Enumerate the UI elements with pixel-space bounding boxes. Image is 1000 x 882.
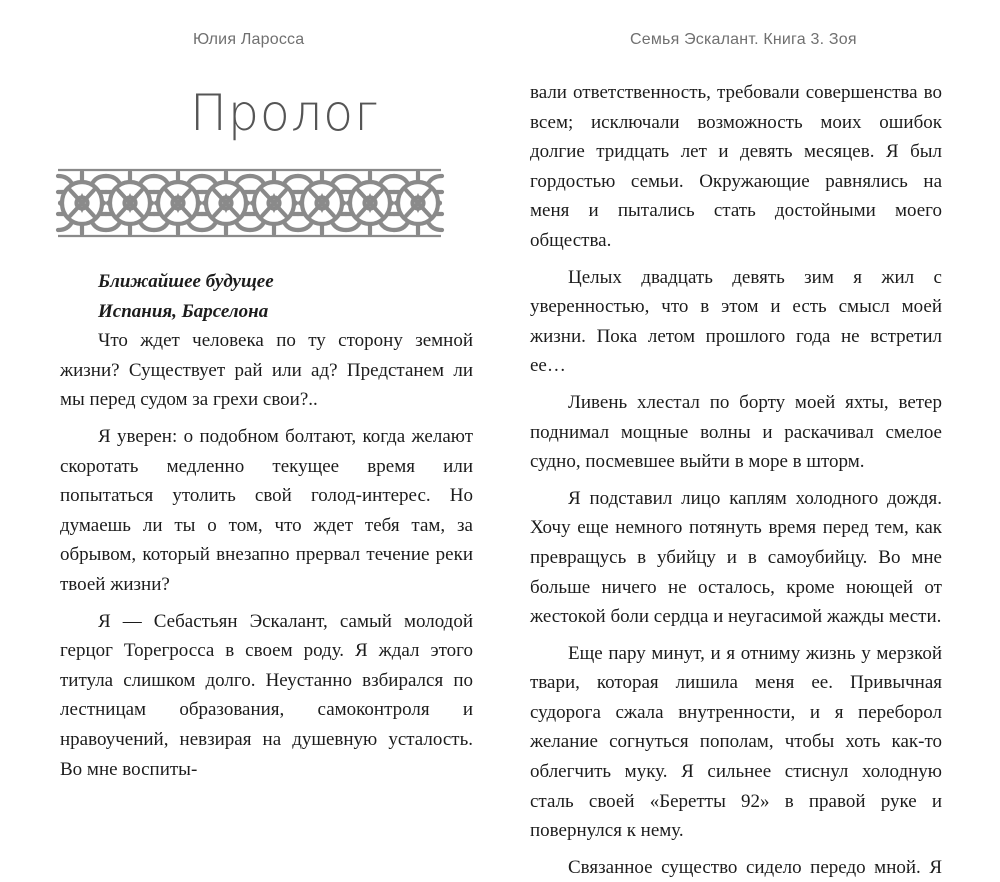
paragraph: Целых двадцать девять зим я жил с уверенностью, что в этом и есть смысл моей жизни. Пока летом прошлого года не встретил ее… — [530, 266, 942, 377]
paragraph: Еще пару минут, и я отниму жизнь у мерзкой твари, которая лишила меня ее. Привычная судорога сжала внутренности, и я переборол желание согнуться пополам, чтобы хоть как-то облегчить муку. Я сильнее стиснул холодную сталь своей «Беретты 92» в правой руке и повернулся к нему. — [530, 642, 942, 842]
chapter-title: Пролог — [190, 84, 380, 142]
decorative-knot-border-icon — [58, 168, 441, 238]
paragraph: Что ждет человека по ту сторону земной жизни? Существует рай или ад? Предстанем ли мы перед судом за грехи свои?.. — [60, 330, 473, 411]
right-page — [500, 0, 1000, 878]
epigraph-line-time: Ближайшее будущее — [98, 271, 274, 292]
paragraph: Ливень хлестал по борту моей яхты, ветер поднимал мощные волны и раскачивал смелое судно, посмевшее выйти в море в шторм. — [530, 391, 942, 473]
right-page-text — [530, 78, 942, 882]
left-page — [0, 0, 500, 780]
running-header-book-title: Семья Эскалант. Книга 3. Зоя — [630, 31, 857, 48]
running-header-author: Юлия Ларосса — [193, 31, 305, 48]
paragraph-continuation: вали ответственность, требовали совершенства во всем; исключали возможность моих ошибок долгие тридцать лет и девять месяцев. Я был гордостью семьи. Окружающие равнялись на меня и пытались стать достойными моего общества. — [530, 82, 942, 251]
paragraph: Связанное существо сидело передо мной. Я — [568, 856, 942, 878]
left-page-text — [60, 267, 473, 784]
paragraph: Я — Себастьян Эскалант, самый молодой герцог Торегросса в своем роду. Я ждал этого титула слишком долго. Неустанно взбирался по лестницам образования, самоконтроля и нравоучений, невзирая на душевную усталость. Во мне воспиты- — [60, 610, 473, 780]
epigraph-line-place: Испания, Барселона — [98, 300, 269, 322]
paragraph: Я подставил лицо каплям холодного дождя. Хочу еще немного потянуть время перед тем, как превращусь в убийцу и в самоубийцу. Во мне больше ничего не осталось, кроме ноющей от жестокой боли сердца и неугасимой жажды мести. — [530, 487, 942, 628]
paragraph: Я уверен: о подобном болтают, когда желают скоротать медленно текущее время или попытаться утолить свой голод-интерес. Но думаешь ли ты о том, что ждет тебя там, за обрывом, который внезапно прервал течение реки твоей жизни? — [60, 425, 473, 595]
